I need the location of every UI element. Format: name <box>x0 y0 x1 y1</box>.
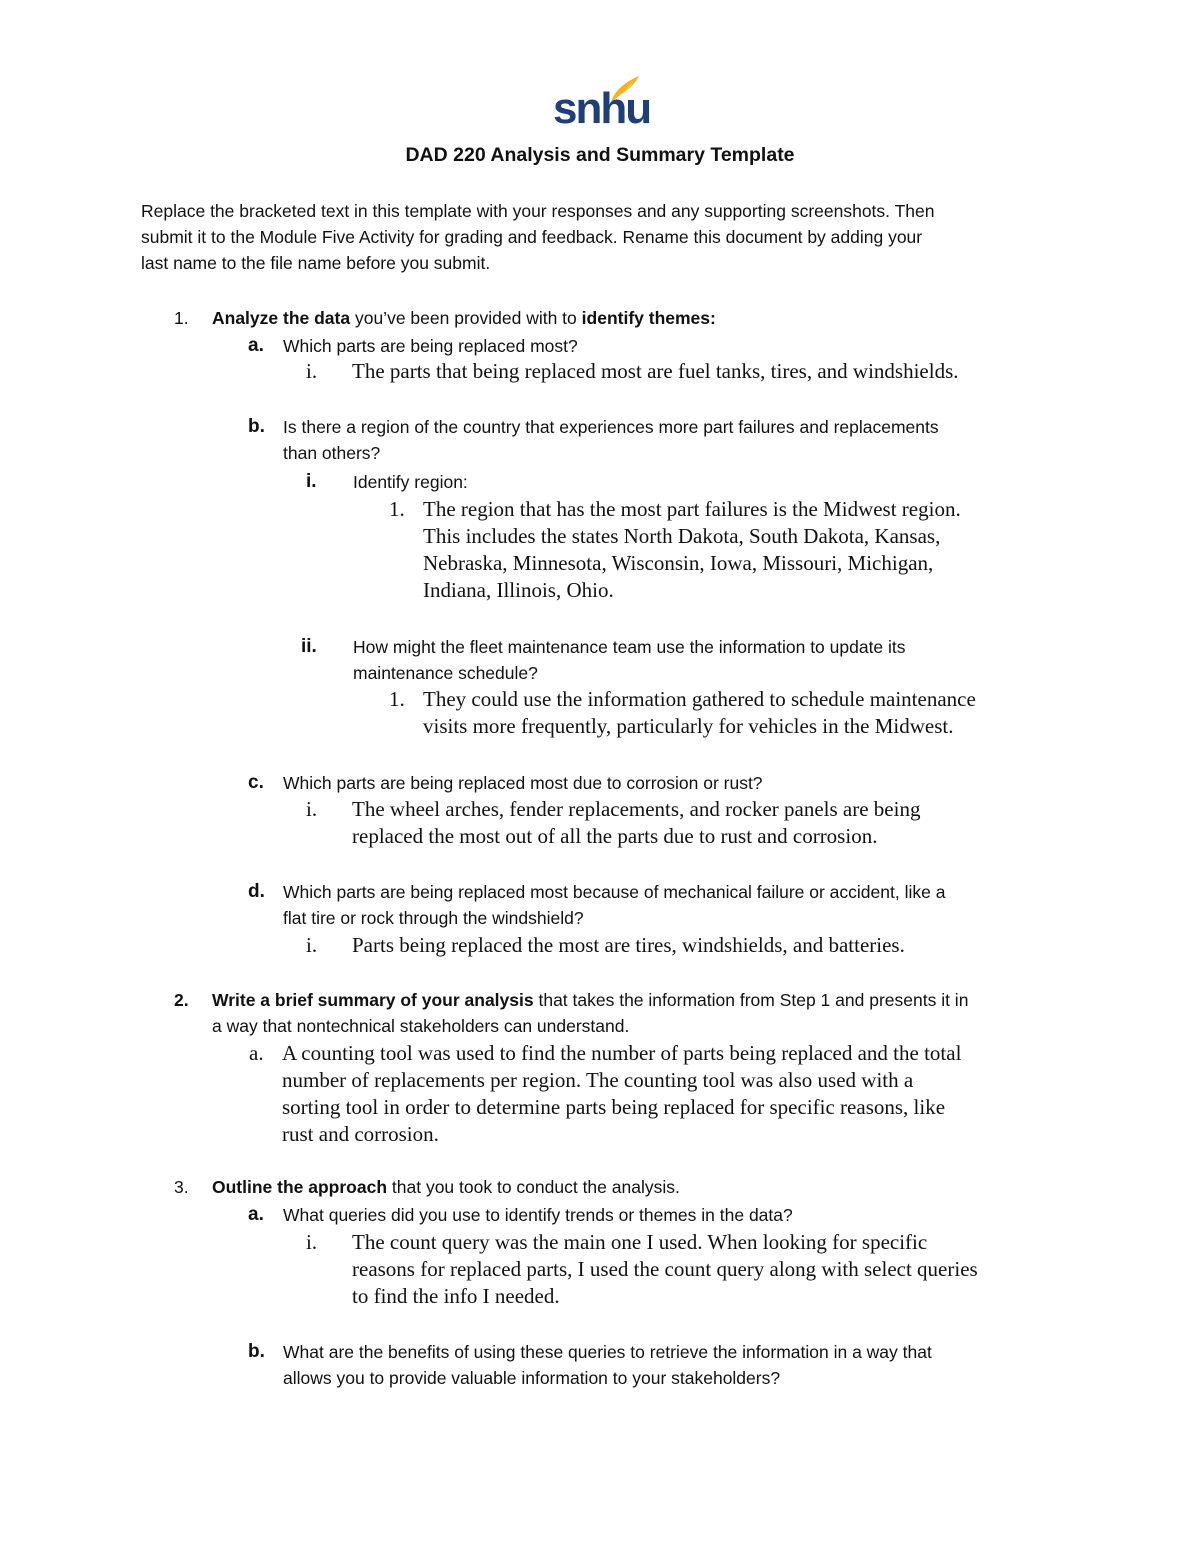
question-1a: Which parts are being replaced most? <box>283 336 578 356</box>
list-roman: ii. <box>301 636 317 657</box>
question-2-text: that takes the information from Step 1 and presents it in <box>533 990 969 1010</box>
list-roman: i. <box>306 1230 318 1254</box>
list-roman: i. <box>306 359 318 383</box>
answer-line: This includes the states North Dakota, South Dakota, Kansas, <box>423 524 941 548</box>
question-2-bold: Write a brief summary of your analysis <box>212 990 534 1010</box>
question-line: What are the benefits of using these queries to retrieve the information in a way that <box>283 1342 932 1362</box>
answer-line: replaced the most out of all the parts due to rust and corrosion. <box>352 824 878 848</box>
answer-line: Indiana, Illinois, Ohio. <box>423 578 614 602</box>
question-1c: Which parts are being replaced most due to corrosion or rust? <box>283 773 763 793</box>
page-title: DAD 220 Analysis and Summary Template <box>405 144 795 166</box>
question-1-bold: identify themes: <box>581 308 716 328</box>
intro-line: submit it to the Module Five Activity for grading and feedback. Rename this document by adding your <box>141 227 923 247</box>
list-letter: a. <box>248 335 264 356</box>
list-letter: c. <box>248 772 264 793</box>
list-number: 1. <box>389 687 405 711</box>
answer-line: to find the info I needed. <box>352 1284 560 1308</box>
question-line: a way that nontechnical stakeholders can understand. <box>212 1016 630 1036</box>
list-roman: i. <box>306 797 318 821</box>
answer-line: The count query was the main one I used. When looking for specific <box>352 1230 928 1254</box>
question-3b <box>283 1339 1063 1391</box>
list-letter: b. <box>248 1341 265 1362</box>
answer-line: visits more frequently, particularly for vehicles in the Midwest. <box>423 714 954 738</box>
answer-3a <box>352 1229 1092 1310</box>
question-line: How might the fleet maintenance team use the information to update its <box>353 637 906 657</box>
answer-line: The wheel arches, fender replacements, and rocker panels are being <box>352 797 921 821</box>
question-1b-i: Identify region: <box>353 472 468 492</box>
answer-line: The region that has the most part failures is the Midwest region. <box>423 497 961 521</box>
answer-line: reasons for replaced parts, I used the count query along with select queries <box>352 1257 978 1281</box>
intro-line: last name to the file name before you submit. <box>141 253 491 273</box>
list-number: 3. <box>174 1177 189 1197</box>
answer-1d: Parts being replaced the most are tires, windshields, and batteries. <box>352 933 905 957</box>
question-line: flat tire or rock through the windshield? <box>283 908 584 928</box>
snhu-logo <box>553 72 651 134</box>
list-number: 1. <box>389 497 405 521</box>
question-1-bold: Analyze the data <box>212 308 351 328</box>
question-1b-ii <box>353 634 1053 686</box>
answer-line: number of replacements per region. The counting tool was also used with a <box>282 1068 914 1092</box>
question-2 <box>212 987 1092 1039</box>
list-letter: d. <box>248 881 265 902</box>
list-letter: a. <box>248 1204 264 1225</box>
question-3 <box>212 1174 1092 1200</box>
question-line <box>212 987 1092 1013</box>
question-1-text: you’ve been provided with to <box>350 308 582 328</box>
intro-line: Replace the bracketed text in this template with your responses and any supporting screenshots. Then <box>141 201 935 221</box>
question-3-bold: Outline the approach <box>212 1177 388 1197</box>
list-number: 2. <box>174 990 189 1010</box>
question-line: than others? <box>283 443 381 463</box>
answer-1b-ii <box>423 686 1083 740</box>
list-letter: b. <box>248 416 265 437</box>
list-number: 1. <box>174 308 189 328</box>
question-1 <box>212 305 1112 331</box>
answer-line: rust and corrosion. <box>282 1122 439 1146</box>
list-letter: a. <box>249 1041 264 1065</box>
answer-line: sorting tool in order to determine parts being replaced for specific reasons, like <box>282 1095 946 1119</box>
answer-line: Nebraska, Minnesota, Wisconsin, Iowa, Missouri, Michigan, <box>423 551 934 575</box>
answer-1a: The parts that being replaced most are fuel tanks, tires, and windshields. <box>352 359 959 383</box>
question-3-text: that you took to conduct the analysis. <box>387 1177 680 1197</box>
question-3a: What queries did you use to identify trends or themes in the data? <box>283 1205 793 1225</box>
question-line: Which parts are being replaced most because of mechanical failure or accident, like a <box>283 882 946 902</box>
answer-line: They could use the information gathered to schedule maintenance <box>423 687 976 711</box>
question-1b <box>283 414 1063 466</box>
intro-paragraph <box>141 198 1061 276</box>
answer-1b-i <box>423 496 1083 604</box>
list-roman: i. <box>306 933 318 957</box>
logo-wordmark: snhu <box>553 84 651 133</box>
question-line: Is there a region of the country that experiences more part failures and replacements <box>283 417 939 437</box>
answer-1c <box>352 796 1072 850</box>
question-line: maintenance schedule? <box>353 663 538 683</box>
answer-line: A counting tool was used to find the number of parts being replaced and the total <box>282 1041 962 1065</box>
question-line: allows you to provide valuable information to your stakeholders? <box>283 1368 781 1388</box>
list-roman: i. <box>306 471 317 492</box>
question-1d <box>283 879 1063 931</box>
answer-2 <box>282 1040 1082 1148</box>
